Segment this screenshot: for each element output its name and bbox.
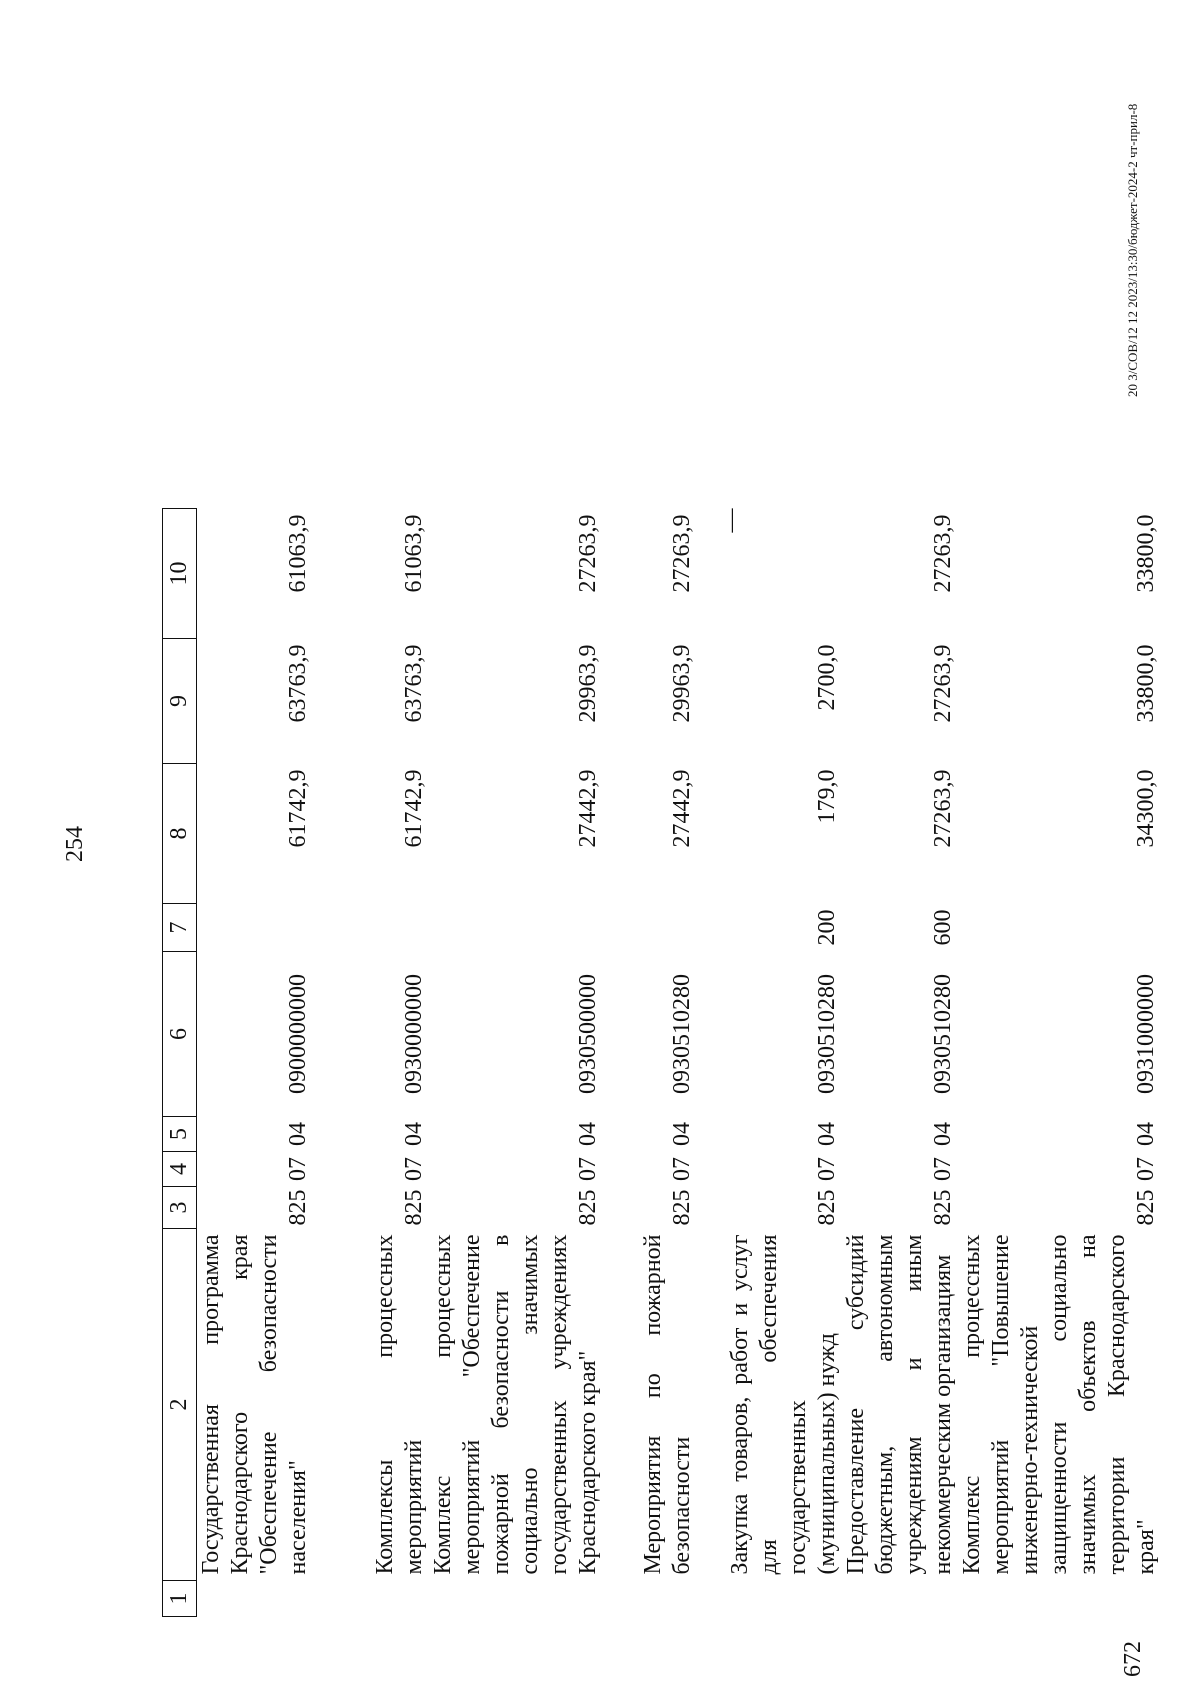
header-col-4: 4 [163,1152,197,1187]
cell-c9: 33800,0 [1133,644,1159,723]
cell-c6: 0930510280 [669,974,695,1094]
header-col-6: 6 [163,952,197,1117]
cell-c3: 825 [285,1189,311,1226]
header-col-10: 10 [163,509,197,639]
cell-c9: 63763,9 [285,644,311,723]
table-row [697,509,842,1617]
header-col-5: 5 [163,1117,197,1152]
cell-c6: 0930510280 [814,974,840,1094]
header-col-8: 8 [163,764,197,904]
cell-c4: 07 [575,1157,601,1181]
cell-c8: 27263,9 [930,769,956,848]
row-name: Комплекс процессных мероприятий "Обеспечение пожарной безопасности в социально значимых государственных учреждениях Краснодарского края" [430,1234,601,1575]
cell-c10: 61063,9 [401,514,427,593]
cell-c7: 200 [814,909,840,946]
cell-c5: 04 [1133,1122,1159,1146]
cell-c8: 27442,9 [575,769,601,848]
header-col-3: 3 [163,1187,197,1229]
header-col-9: 9 [163,639,197,764]
cell-c8: 27442,9 [669,769,695,848]
document-footer-code: 20 3/СОВ/12 12 2023/13:30/бюджет-2024-2 чт-прил-8 [1125,103,1140,397]
cell-c6: 0930000000 [401,974,427,1094]
cell-c3: 825 [930,1189,956,1226]
table-header [163,509,197,1617]
cell-c7 [429,904,603,952]
cell-c5: 04 [575,1122,601,1146]
cell-c5: 04 [669,1122,695,1146]
header-col-7: 7 [163,904,197,952]
cell-c6: 0900000000 [285,974,311,1094]
cell-c9: 29963,9 [575,644,601,723]
cell-c4: 07 [1133,1157,1159,1181]
cell-c7 [958,904,1161,952]
cell-c5: 04 [285,1122,311,1146]
table-row [197,509,314,1617]
page-number: 254 [62,826,88,862]
cell-c3: 825 [575,1189,601,1226]
row-name: Комплекс процессных мероприятий "Повышение инженерно-технической защищенности социально значимых объектов на территории Краснодарского края" [959,1234,1159,1575]
cell-c8: 34300,0 [1133,769,1159,848]
row-name: Комплексы процессных мероприятий [372,1234,427,1575]
cell-c4: 07 [930,1157,956,1181]
cell-c3: 825 [814,1189,840,1226]
cell-c4: 07 [401,1157,427,1181]
cell-c5: 04 [401,1122,427,1146]
header-col-2: 2 [163,1229,197,1581]
cell-c7 [603,904,697,952]
cell-c9: 2700,0 [814,644,840,711]
table-row [958,509,1161,1617]
header-col-1: 1 [163,1581,197,1617]
cell-c3: 825 [401,1189,427,1226]
cell-c6: 0931000000 [1133,974,1159,1094]
cell-c7 [197,904,314,952]
cell-c8: 179,0 [814,769,840,824]
cell-c4: 07 [814,1157,840,1181]
cell-c3: 825 [1133,1189,1159,1226]
cell-c10: 27263,9 [930,514,956,593]
cell-c5: 04 [814,1122,840,1146]
side-page-number: 672 [1120,1641,1146,1677]
budget-table [162,508,1161,1617]
cell-c8: 61742,9 [401,769,427,848]
cell-c6: 0930500000 [575,974,601,1094]
cell-c10: 27263,9 [669,514,695,593]
table-row [313,509,429,1617]
row-name: Мероприятия по пожарной безопасности [640,1234,695,1575]
cell-c10: 33800,0 [1133,514,1159,593]
cell-c8: 61742,9 [285,769,311,848]
cell-c10: 61063,9 [285,514,311,593]
cell-c5: 04 [930,1122,956,1146]
row-name: Государственная программа Краснодарского края "Обеспечение безопасности населения" [198,1234,311,1575]
cell-c10: 27263,9 [575,514,601,593]
cell-c4: 07 [285,1157,311,1181]
cell-c9: 29963,9 [669,644,695,723]
cell-c7 [313,904,429,952]
row-name: Закупка товаров, работ и услуг для обеспечения государственных (муниципальных) нужд [727,1234,840,1575]
cell-c4: 07 [669,1157,695,1181]
table-row [429,509,603,1617]
cell-c9: 27263,9 [930,644,956,723]
table-row [842,509,958,1617]
cell-c7: 600 [930,909,956,946]
cell-c9: 63763,9 [401,644,427,723]
row-name: Предоставление субсидий бюджетным, автономным учреждениям и иным некоммерческим организациям [843,1234,956,1575]
cell-c10: — [718,508,744,533]
cell-c6: 0930510280 [930,974,956,1094]
cell-c3: 825 [669,1189,695,1226]
table-row [603,509,697,1617]
